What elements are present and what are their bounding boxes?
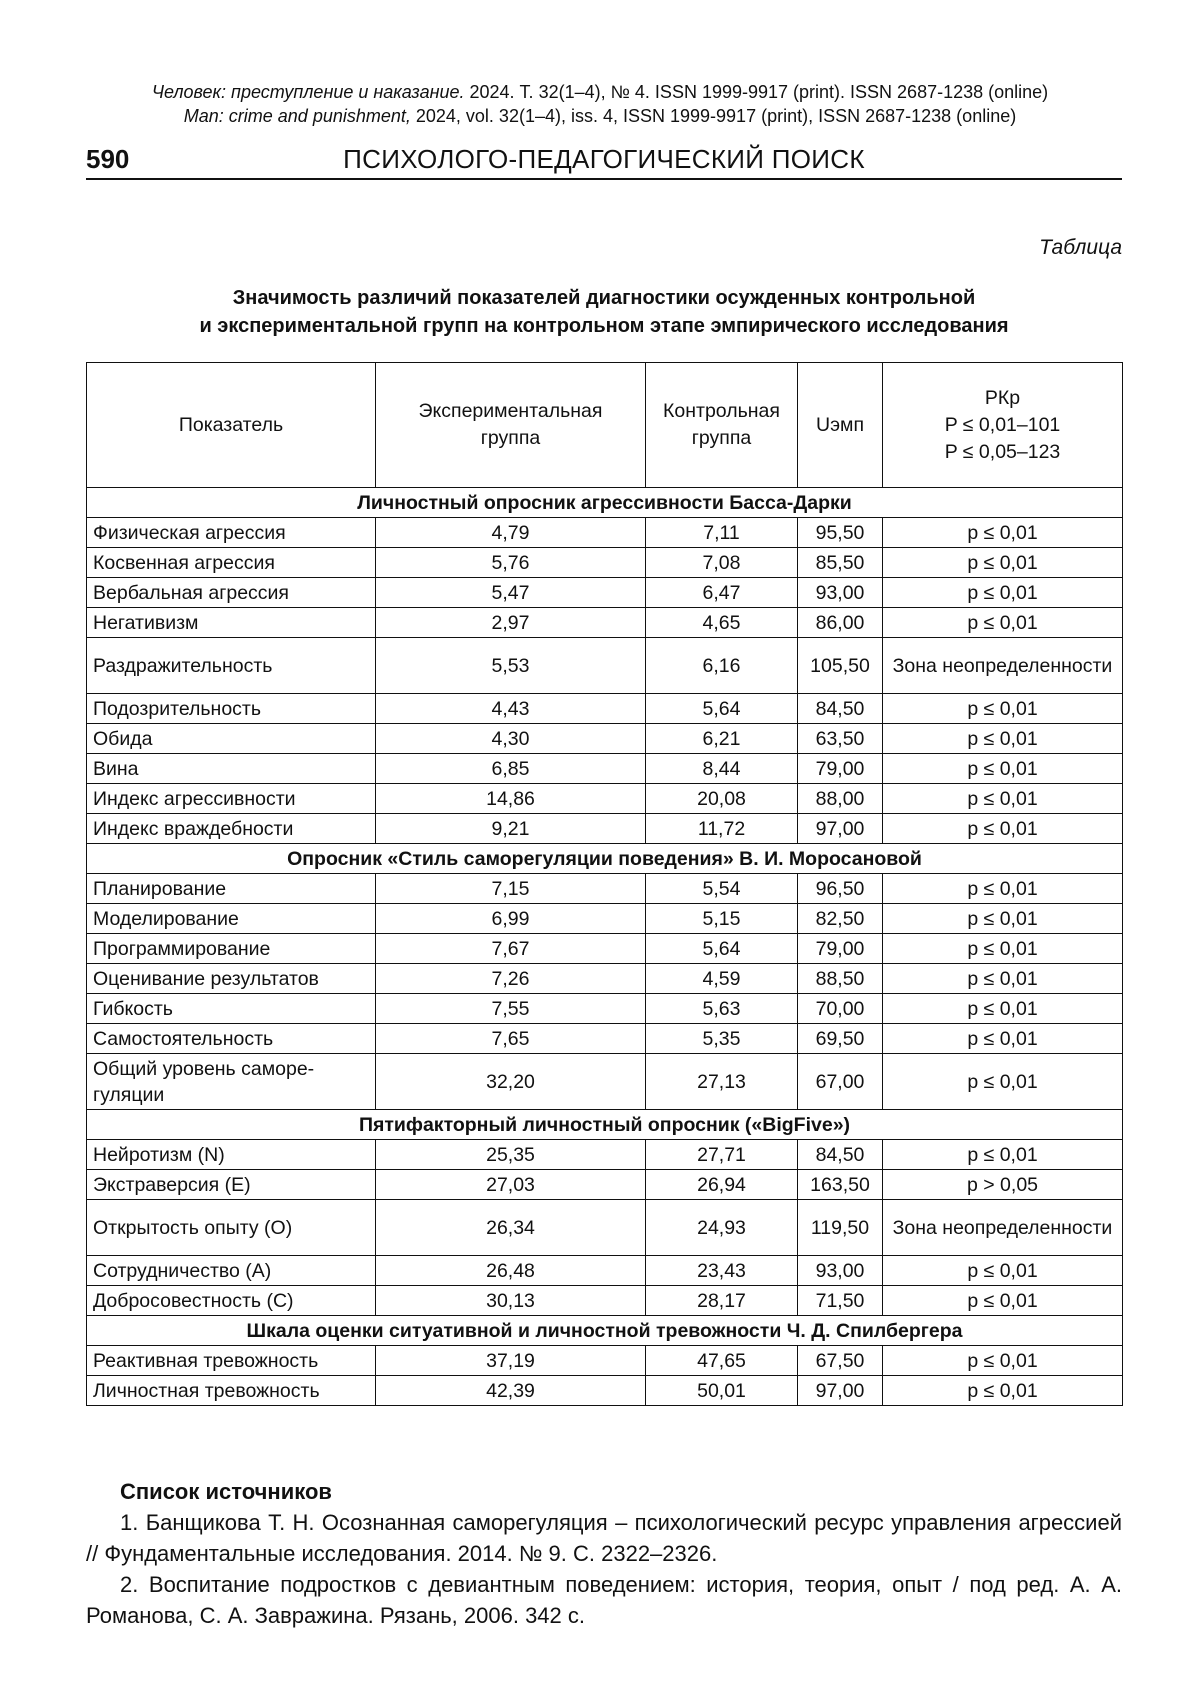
cell-indicator: Нейротизм (N) xyxy=(87,1140,376,1170)
cell-indicator: Подозрительность xyxy=(87,694,376,724)
cell-indicator: Личностная тревожность xyxy=(87,1376,376,1406)
header-control-group xyxy=(646,363,798,488)
header-exp-line-2: группа xyxy=(480,427,541,449)
cell-control: 5,35 xyxy=(646,1024,798,1054)
table-row xyxy=(87,578,1123,608)
table-row xyxy=(87,964,1123,994)
cell-significance: p ≤ 0,01 xyxy=(883,814,1123,844)
reference-item: 2. Воспитание подростков с девиантным поведением: история, теория, опыт / под ред. А. А. Романова, С. А. Завражина. Рязань, 2006. 342 с. xyxy=(86,1572,1122,1628)
cell-indicator: Самостоятельность xyxy=(87,1024,376,1054)
header-experimental-group xyxy=(376,363,646,488)
cell-experimental: 4,43 xyxy=(376,694,646,724)
cell-significance: p ≤ 0,01 xyxy=(883,1256,1123,1286)
table-row xyxy=(87,1286,1123,1316)
group-header-row xyxy=(87,1110,1123,1140)
cell-significance: Зона неопределенности xyxy=(883,1200,1123,1256)
cell-indicator: Реактивная тревожность xyxy=(87,1346,376,1376)
table-row xyxy=(87,1200,1123,1256)
cell-indicator: Вербальная агрессия xyxy=(87,578,376,608)
header-exp-line-1: Экспериментальная xyxy=(418,400,603,422)
cell-indicator: Раздражительность xyxy=(87,638,376,694)
cell-indicator: Индекс агрессивности xyxy=(87,784,376,814)
table-row xyxy=(87,1054,1123,1110)
cell-u-emp: 86,00 xyxy=(798,608,883,638)
journal-issue-en: 2024, vol. 32(1–4), iss. 4, ISSN 1999-9917 (print), ISSN 2687-1238 (online) xyxy=(410,106,1017,126)
table-row xyxy=(87,874,1123,904)
journal-title-en: Man: crime and punishment, xyxy=(183,106,411,126)
cell-experimental: 42,39 xyxy=(376,1376,646,1406)
table-row xyxy=(87,904,1123,934)
cell-significance: p ≤ 0,01 xyxy=(883,994,1123,1024)
cell-significance: p ≤ 0,01 xyxy=(883,1024,1123,1054)
cell-significance: p ≤ 0,01 xyxy=(883,964,1123,994)
cell-experimental: 6,85 xyxy=(376,754,646,784)
group-title: Пятифакторный личностный опросник («BigFive») xyxy=(87,1110,1123,1140)
cell-significance: p ≤ 0,01 xyxy=(883,724,1123,754)
cell-control: 4,65 xyxy=(646,608,798,638)
cell-significance: p ≤ 0,01 xyxy=(883,1376,1123,1406)
cell-control: 28,17 xyxy=(646,1286,798,1316)
cell-significance: p ≤ 0,01 xyxy=(883,548,1123,578)
cell-experimental: 6,99 xyxy=(376,904,646,934)
cell-indicator: Обида xyxy=(87,724,376,754)
cell-u-emp: 82,50 xyxy=(798,904,883,934)
references-section xyxy=(86,1476,1122,1631)
cell-experimental: 2,97 xyxy=(376,608,646,638)
cell-experimental: 32,20 xyxy=(376,1054,646,1110)
cell-control: 6,47 xyxy=(646,578,798,608)
cell-indicator: Оценивание результатов xyxy=(87,964,376,994)
cell-u-emp: 69,50 xyxy=(798,1024,883,1054)
table-body xyxy=(87,488,1123,1406)
running-header xyxy=(86,142,1122,180)
table-row xyxy=(87,548,1123,578)
header-ctrl-line-2: группа xyxy=(691,427,752,449)
cell-significance: p ≤ 0,01 xyxy=(883,1346,1123,1376)
group-header-row xyxy=(87,488,1123,518)
header-pkr-line-2: P ≤ 0,01–101 xyxy=(944,413,1061,436)
cell-u-emp: 79,00 xyxy=(798,754,883,784)
cell-significance: p ≤ 0,01 xyxy=(883,608,1123,638)
group-title: Опросник «Стиль саморегуляции поведения» В. И. Моросановой xyxy=(87,844,1123,874)
cell-experimental: 7,26 xyxy=(376,964,646,994)
cell-control: 5,54 xyxy=(646,874,798,904)
cell-significance: p ≤ 0,01 xyxy=(883,578,1123,608)
table-row xyxy=(87,608,1123,638)
table-row xyxy=(87,784,1123,814)
reference-item: 1. Банщикова Т. Н. Осознанная саморегуляция – психологический ресурс управления агрессией // Фундаментальные исследования. 2014. № 9. С. 2322–2326. xyxy=(86,1510,1122,1566)
cell-significance: p ≤ 0,01 xyxy=(883,784,1123,814)
cell-significance: p ≤ 0,01 xyxy=(883,754,1123,784)
cell-u-emp: 84,50 xyxy=(798,1140,883,1170)
cell-control: 11,72 xyxy=(646,814,798,844)
cell-control: 6,16 xyxy=(646,638,798,694)
cell-indicator: Сотрудничество (A) xyxy=(87,1256,376,1286)
cell-significance: p ≤ 0,01 xyxy=(883,694,1123,724)
cell-u-emp: 85,50 xyxy=(798,548,883,578)
table-row xyxy=(87,814,1123,844)
table-row xyxy=(87,518,1123,548)
cell-experimental: 25,35 xyxy=(376,1140,646,1170)
table-title-line-1: Значимость различий показателей диагностики осужденных контрольной xyxy=(232,287,976,309)
group-header-row xyxy=(87,844,1123,874)
cell-u-emp: 88,00 xyxy=(798,784,883,814)
table-row xyxy=(87,934,1123,964)
cell-significance: Зона неопределенности xyxy=(883,638,1123,694)
cell-indicator: Экстраверсия (E) xyxy=(87,1170,376,1200)
cell-experimental: 27,03 xyxy=(376,1170,646,1200)
cell-experimental: 26,48 xyxy=(376,1256,646,1286)
cell-indicator: Негативизм xyxy=(87,608,376,638)
cell-control: 24,93 xyxy=(646,1200,798,1256)
cell-control: 23,43 xyxy=(646,1256,798,1286)
cell-significance: p ≤ 0,01 xyxy=(883,518,1123,548)
cell-significance: p ≤ 0,01 xyxy=(883,934,1123,964)
group-header-row xyxy=(87,1316,1123,1346)
journal-issue-ru: 2024. Т. 32(1–4), № 4. ISSN 1999-9917 (print). ISSN 2687-1238 (online) xyxy=(464,82,1049,102)
table-row xyxy=(87,1376,1123,1406)
cell-control: 5,15 xyxy=(646,904,798,934)
table-row xyxy=(87,1170,1123,1200)
cell-control: 27,13 xyxy=(646,1054,798,1110)
cell-significance: p ≤ 0,01 xyxy=(883,904,1123,934)
cell-control: 20,08 xyxy=(646,784,798,814)
cell-control: 27,71 xyxy=(646,1140,798,1170)
journal-line-en xyxy=(0,104,1200,128)
table-row xyxy=(87,1346,1123,1376)
cell-control: 4,59 xyxy=(646,964,798,994)
cell-control: 7,08 xyxy=(646,548,798,578)
header-p-critical xyxy=(883,363,1123,488)
cell-u-emp: 88,50 xyxy=(798,964,883,994)
cell-indicator: Вина xyxy=(87,754,376,784)
cell-u-emp: 93,00 xyxy=(798,578,883,608)
cell-control: 6,21 xyxy=(646,724,798,754)
cell-u-emp: 67,00 xyxy=(798,1054,883,1110)
cell-control: 5,64 xyxy=(646,934,798,964)
cell-significance: p ≤ 0,01 xyxy=(883,1286,1123,1316)
cell-experimental: 7,15 xyxy=(376,874,646,904)
cell-indicator: Добросовестность (C) xyxy=(87,1286,376,1316)
cell-experimental: 7,55 xyxy=(376,994,646,1024)
cell-u-emp: 63,50 xyxy=(798,724,883,754)
cell-u-emp: 119,50 xyxy=(798,1200,883,1256)
table-row xyxy=(87,638,1123,694)
cell-control: 8,44 xyxy=(646,754,798,784)
cell-u-emp: 97,00 xyxy=(798,814,883,844)
table-row xyxy=(87,694,1123,724)
table-row xyxy=(87,1256,1123,1286)
cell-experimental: 26,34 xyxy=(376,1200,646,1256)
cell-indicator: Планирование xyxy=(87,874,376,904)
cell-u-emp: 67,50 xyxy=(798,1346,883,1376)
table-header-row xyxy=(87,363,1123,488)
cell-significance: p ≤ 0,01 xyxy=(883,1054,1123,1110)
cell-significance: p ≤ 0,01 xyxy=(883,1140,1123,1170)
header-pkr-line-1: PКр xyxy=(984,386,1021,409)
results-table xyxy=(86,362,1123,1406)
cell-u-emp: 163,50 xyxy=(798,1170,883,1200)
header-pkr-line-3: P ≤ 0,05–123 xyxy=(944,440,1061,463)
cell-u-emp: 71,50 xyxy=(798,1286,883,1316)
table-row xyxy=(87,724,1123,754)
cell-significance: p ≤ 0,01 xyxy=(883,874,1123,904)
table-title xyxy=(86,284,1122,340)
cell-indicator: Гибкость xyxy=(87,994,376,1024)
cell-experimental: 5,76 xyxy=(376,548,646,578)
header-indicator: Показатель xyxy=(87,363,376,488)
journal-header xyxy=(0,80,1200,128)
header-ctrl-line-1: Контрольная xyxy=(663,400,780,422)
header-u-emp: Uэмп xyxy=(798,363,883,488)
cell-u-emp: 97,00 xyxy=(798,1376,883,1406)
table-row xyxy=(87,754,1123,784)
cell-experimental: 5,47 xyxy=(376,578,646,608)
cell-u-emp: 84,50 xyxy=(798,694,883,724)
cell-indicator: Программирование xyxy=(87,934,376,964)
table-row xyxy=(87,1140,1123,1170)
cell-u-emp: 96,50 xyxy=(798,874,883,904)
cell-indicator: Косвенная агрессия xyxy=(87,548,376,578)
table-label: Таблица xyxy=(1039,236,1122,259)
group-title: Личностный опросник агрессивности Басса-Дарки xyxy=(87,488,1123,518)
table-row xyxy=(87,1024,1123,1054)
table-row xyxy=(87,994,1123,1024)
cell-indicator: Моделирование xyxy=(87,904,376,934)
section-title: ПСИХОЛОГО-ПЕДАГОГИЧЕСКИЙ ПОИСК xyxy=(343,144,865,174)
cell-u-emp: 95,50 xyxy=(798,518,883,548)
cell-experimental: 14,86 xyxy=(376,784,646,814)
cell-indicator: Общий уровень саморе-гуляции xyxy=(87,1054,376,1110)
cell-control: 7,11 xyxy=(646,518,798,548)
cell-experimental: 4,79 xyxy=(376,518,646,548)
cell-control: 50,01 xyxy=(646,1376,798,1406)
cell-experimental: 4,30 xyxy=(376,724,646,754)
cell-experimental: 5,53 xyxy=(376,638,646,694)
page-number: 590 xyxy=(86,144,130,174)
cell-control: 5,64 xyxy=(646,694,798,724)
journal-line-ru xyxy=(0,80,1200,104)
cell-experimental: 30,13 xyxy=(376,1286,646,1316)
cell-experimental: 37,19 xyxy=(376,1346,646,1376)
references-heading: Список источников xyxy=(120,1479,332,1504)
cell-experimental: 7,65 xyxy=(376,1024,646,1054)
cell-indicator: Индекс враждебности xyxy=(87,814,376,844)
cell-u-emp: 79,00 xyxy=(798,934,883,964)
cell-indicator: Открытость опыту (O) xyxy=(87,1200,376,1256)
cell-indicator: Физическая агрессия xyxy=(87,518,376,548)
cell-u-emp: 70,00 xyxy=(798,994,883,1024)
cell-control: 47,65 xyxy=(646,1346,798,1376)
cell-control: 26,94 xyxy=(646,1170,798,1200)
cell-u-emp: 93,00 xyxy=(798,1256,883,1286)
cell-control: 5,63 xyxy=(646,994,798,1024)
journal-title-ru: Человек: преступление и наказание. xyxy=(151,82,465,102)
table-title-line-2: и экспериментальной групп на контрольном этапе эмпирического исследования xyxy=(199,315,1009,337)
cell-experimental: 7,67 xyxy=(376,934,646,964)
cell-experimental: 9,21 xyxy=(376,814,646,844)
cell-significance: p > 0,05 xyxy=(883,1170,1123,1200)
cell-u-emp: 105,50 xyxy=(798,638,883,694)
group-title: Шкала оценки ситуативной и личностной тревожности Ч. Д. Спилбергера xyxy=(87,1316,1123,1346)
